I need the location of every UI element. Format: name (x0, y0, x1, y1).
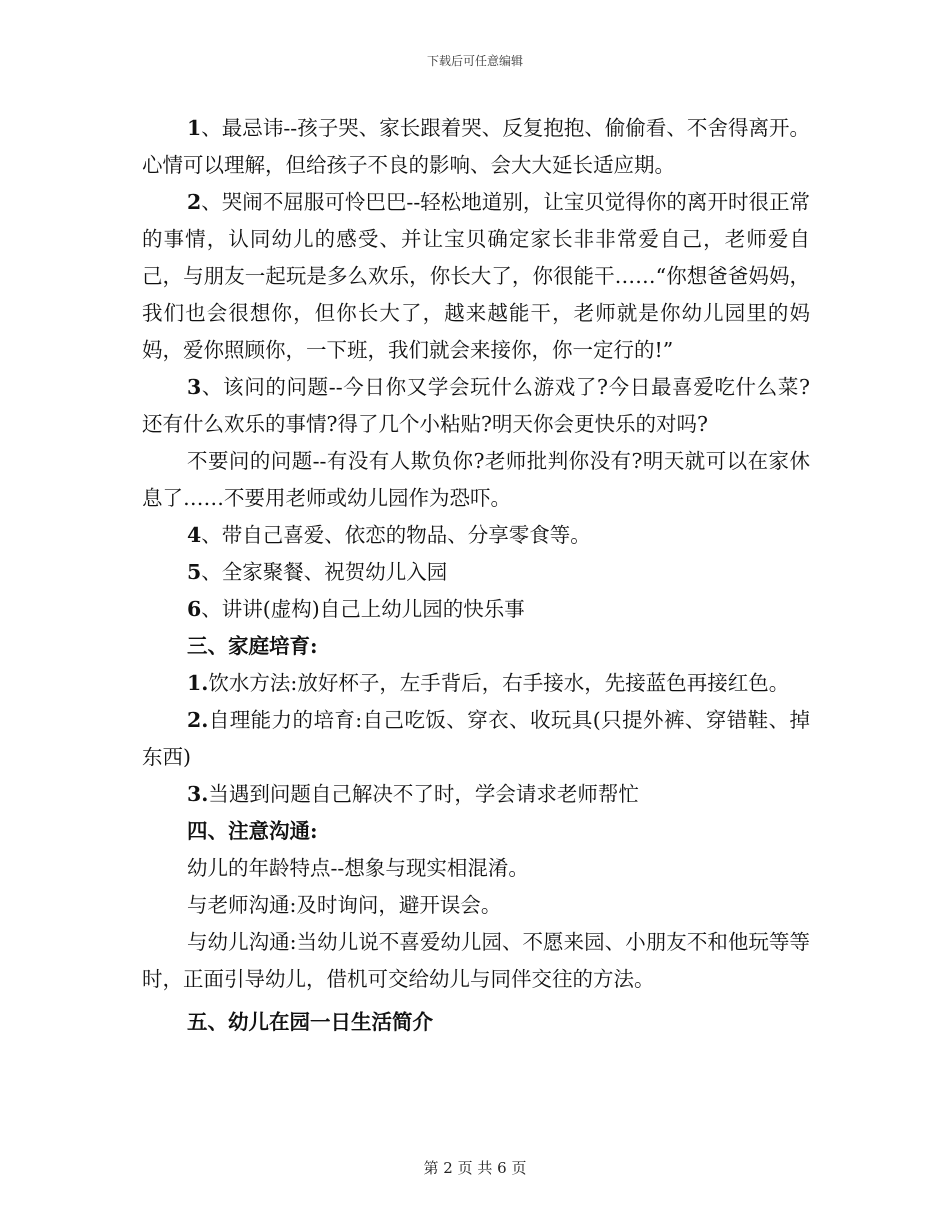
section-heading-4: 四、注意沟通: (187, 819, 318, 843)
paragraph-text: 、全家聚餐、祝贺幼儿入园 (201, 560, 448, 584)
paragraph-6 (142, 591, 810, 628)
section-heading-5: 五、幼儿在园一日生活简介 (187, 1010, 433, 1034)
page-number: 第 2 页 共 6 页 (423, 1159, 527, 1177)
paragraph-5 (142, 554, 810, 591)
communication-3: 与幼儿沟通:当幼儿说不喜爱幼儿园、不愿来园、小朋友不和他玩等等时，正面引导幼儿，借机可交给幼儿与同伴交往的方法。 (142, 930, 810, 991)
family-item-3 (142, 776, 810, 813)
paragraph-text: 饮水方法:放好杯子，左手背后，右手接水，先接蓝色再接红色。 (208, 671, 790, 695)
paragraph-2 (142, 184, 810, 369)
paragraph-text: 、带自己喜爱、依恋的物品、分享零食等。 (201, 523, 591, 547)
document-body (142, 110, 810, 1041)
item-number: 3. (187, 782, 209, 806)
item-number: 1. (187, 671, 209, 695)
item-number: 6 (187, 597, 202, 621)
paragraph-1 (142, 110, 810, 184)
communication-2: 与老师沟通:及时询问，避开误会。 (187, 893, 502, 917)
paragraph-3b: 不要问的问题--有没有人欺负你?老师批判你没有?明天就可以在家休息了……不要用老师或幼儿园作为恐吓。 (142, 449, 810, 510)
item-number: 1 (187, 116, 202, 140)
family-item-1 (142, 665, 810, 702)
communication-1: 幼儿的年龄特点--想象与现实相混淆。 (187, 856, 529, 880)
item-number: 4 (187, 523, 202, 547)
paragraph-3 (142, 369, 810, 443)
item-number: 2. (187, 708, 209, 732)
page-header-note: 下载后可任意编辑 (426, 54, 523, 68)
paragraph-text: 当遇到问题自己解决不了时，学会请求老师帮忙 (208, 782, 639, 806)
paragraph-text: 、讲讲(虚构)自己上幼儿园的快乐事 (201, 597, 525, 621)
section-heading-3: 三、家庭培育: (187, 634, 318, 658)
family-item-2 (142, 702, 810, 776)
item-number: 3 (187, 375, 202, 399)
paragraph-4 (142, 517, 810, 554)
item-number: 2 (187, 190, 202, 214)
paragraph-text: 自理能力的培育:自己吃饭、穿衣、收玩具(只提外裤、穿错鞋、掉东西) (142, 708, 810, 769)
item-number: 5 (187, 560, 202, 584)
paragraph-text: 、哭闹不屈服可怜巴巴--轻松地道别，让宝贝觉得你的离开时很正常的事情，认同幼儿的感受、并让宝贝确定家长非非常爱自己，老师爱自己，与朋友一起玩是多么欢乐，你长大了，你很能干……“你想爸爸妈妈，我们也会很想你，但你长大了，越来越能干，老师就是你幼儿园里的妈妈，爱你照顾你，一下班，我们就会来接你，你一定行的!” (142, 190, 810, 362)
paragraph-text: 、最忌讳--孩子哭、家长跟着哭、反复抱抱、偷偷看、不舍得离开。心情可以理解，但给孩子不良的影响、会大大延长适应期。 (142, 116, 810, 177)
paragraph-text: 、该问的问题--今日你又学会玩什么游戏了?今日最喜爱吃什么菜?还有什么欢乐的事情?得了几个小粘贴?明天你会更快乐的对吗? (142, 375, 810, 436)
